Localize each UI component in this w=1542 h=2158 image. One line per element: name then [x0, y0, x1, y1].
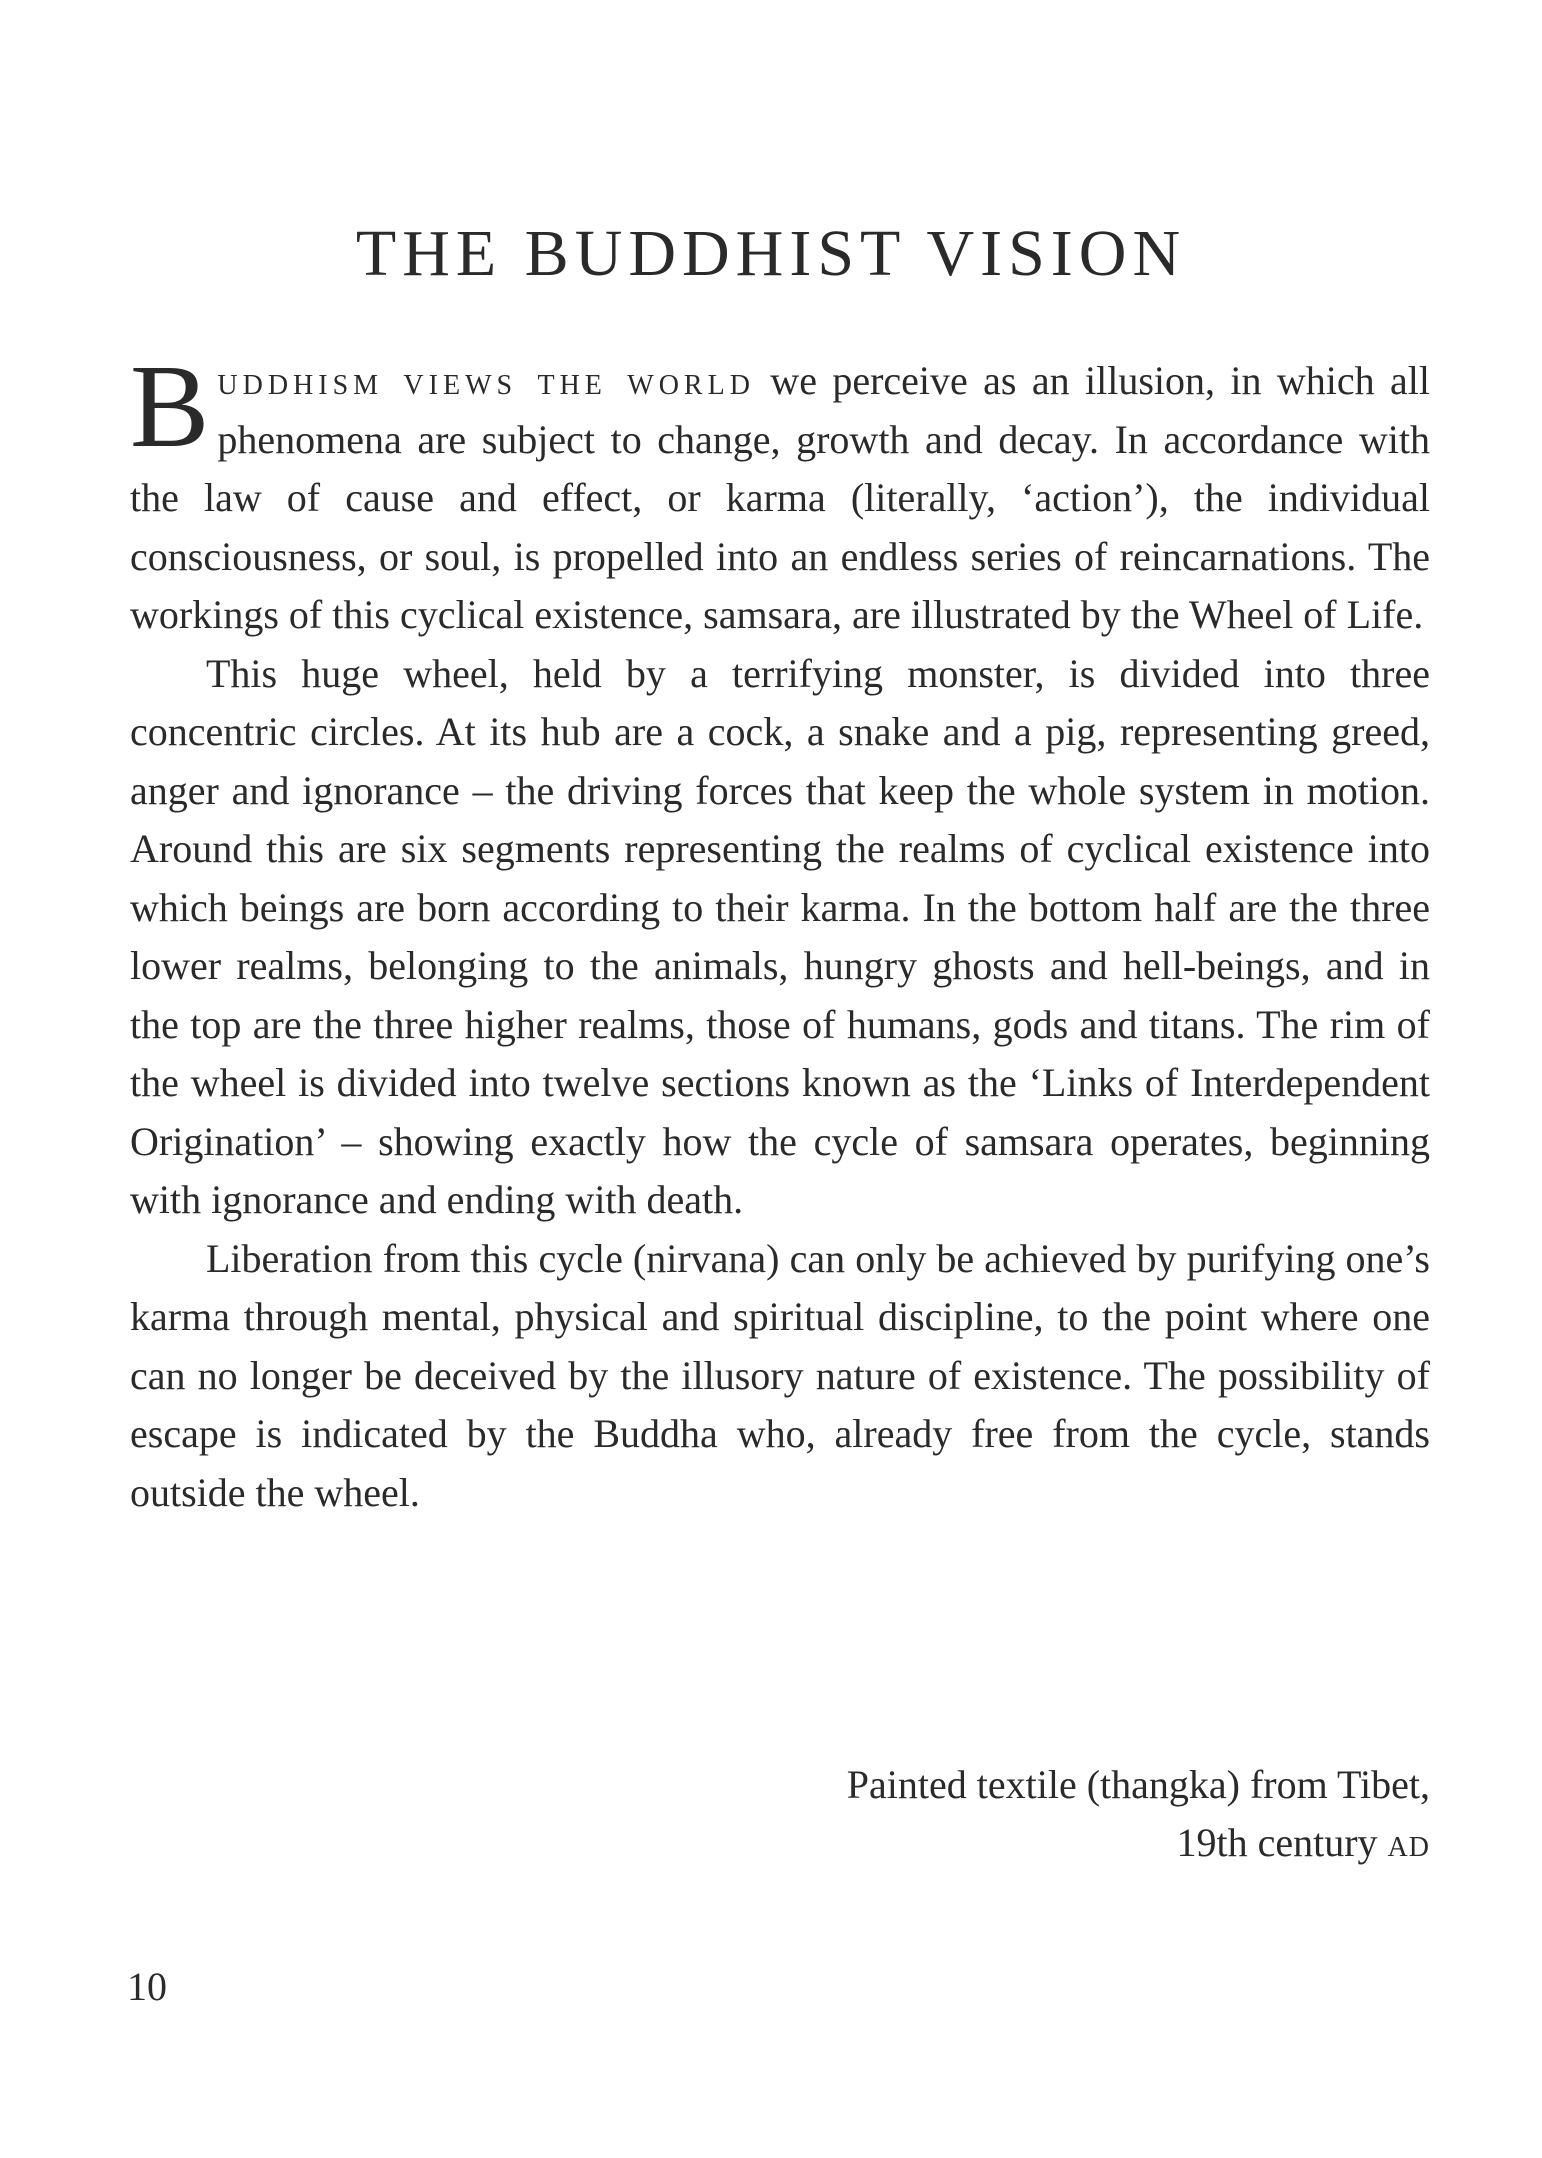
caption-era: ad: [1387, 1820, 1430, 1865]
page-number: 10: [127, 1964, 167, 2009]
small-caps-lead: uddhism views the world: [217, 358, 755, 403]
image-caption: [847, 1756, 1430, 1872]
paragraph-2: This huge wheel, held by a terrifying monster, is divided into three concentric circles. At its hub are a cock, a snake and a pig, representing greed, anger and ignorance – the driving forces that keep the whole system in motion. Around this are six segments representing the realms of cyclical existence into which beings are born according to their karma. In the bottom half are the three lower realms, belonging to the animals, hungry ghosts and hell-beings, and in the top are the three higher realms, those of humans, gods and titans. The rim of the wheel is divided into twelve sections known as the ‘Links of Interdependent Origination’ – showing exactly how the cycle of samsara operates, beginning with ignorance and ending with death.: [130, 650, 1430, 1222]
caption-line-2: [847, 1814, 1430, 1872]
drop-cap: B: [130, 340, 210, 472]
page-title: THE BUDDHIST VISION: [355, 217, 1187, 290]
paragraph-1-text: we perceive as an illusion, in which all phenomena are subject to change, growth and decay. In accordance with the law of cause and effect, or karma (literally, ‘action’), the individual consciousness, or soul, is propelled into an endless series of reincarnations. The workings of this cyclical existence, samsara, are illustrated by the Wheel of Life.: [130, 358, 1430, 637]
caption-century: 19th century: [1176, 1820, 1378, 1865]
caption-line-1: Painted textile (thangka) from Tibet,: [846, 1762, 1430, 1807]
body-text: [130, 340, 1430, 1522]
paragraph-1: [130, 340, 1430, 645]
paragraph-3: Liberation from this cycle (nirvana) can only be achieved by purifying one’s karma through mental, physical and spiritual discipline, to the point where one can no longer be deceived by the illusory nature of existence. The possibility of escape is indicated by the Buddha who, already free from the cycle, stands outside the wheel.: [130, 1235, 1430, 1515]
